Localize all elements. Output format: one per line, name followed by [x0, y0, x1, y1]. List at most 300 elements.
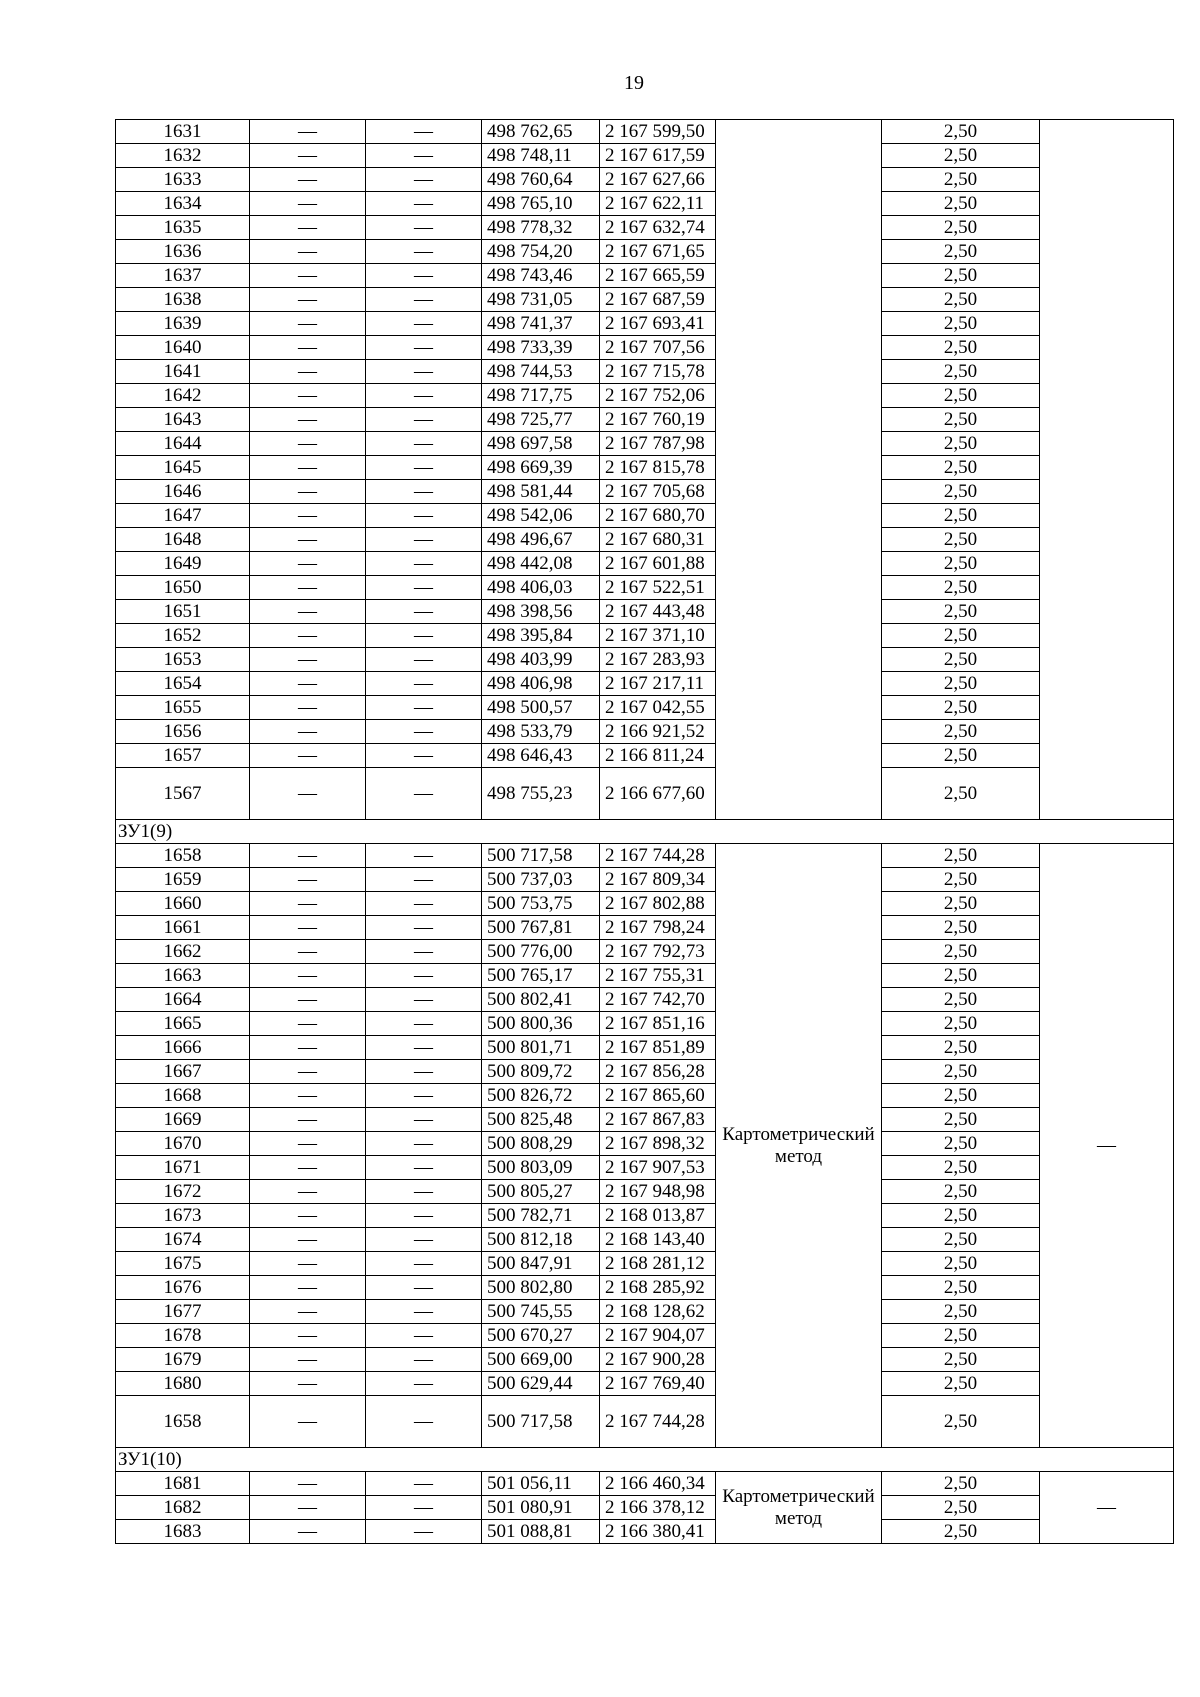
old-y-cell: —	[366, 1060, 482, 1084]
point-number-cell: 1659	[116, 868, 250, 892]
new-x-cell: 500 802,80	[482, 1276, 600, 1300]
point-number-cell: 1632	[116, 144, 250, 168]
new-y-cell: 2 166 378,12	[600, 1496, 716, 1520]
table-row	[116, 168, 1174, 192]
old-x-cell: —	[250, 1180, 366, 1204]
new-x-cell: 500 825,48	[482, 1108, 600, 1132]
new-y-cell: 2 167 755,31	[600, 964, 716, 988]
point-number-cell: 1664	[116, 988, 250, 1012]
point-number-cell: 1633	[116, 168, 250, 192]
point-number-cell: 1665	[116, 1012, 250, 1036]
old-x-cell: —	[250, 988, 366, 1012]
table-row	[116, 1300, 1174, 1324]
point-number-cell: 1663	[116, 964, 250, 988]
new-y-cell: 2 167 283,93	[600, 648, 716, 672]
new-y-cell: 2 167 680,31	[600, 528, 716, 552]
point-number-cell: 1679	[116, 1348, 250, 1372]
point-number-cell: 1680	[116, 1372, 250, 1396]
point-number-cell: 1647	[116, 504, 250, 528]
old-y-cell: —	[366, 576, 482, 600]
table-row	[116, 1228, 1174, 1252]
table-row	[116, 120, 1174, 144]
point-number-cell: 1657	[116, 744, 250, 768]
table-row	[116, 744, 1174, 768]
new-y-cell: 2 166 460,34	[600, 1472, 716, 1496]
point-number-cell: 1661	[116, 916, 250, 940]
precision-cell: 2,50	[882, 456, 1040, 480]
point-number-cell: 1668	[116, 1084, 250, 1108]
old-x-cell: —	[250, 504, 366, 528]
precision-cell: 2,50	[882, 988, 1040, 1012]
new-x-cell: 500 765,17	[482, 964, 600, 988]
old-y-cell: —	[366, 1348, 482, 1372]
new-y-cell: 2 166 380,41	[600, 1520, 716, 1544]
new-y-cell: 2 166 921,52	[600, 720, 716, 744]
new-x-cell: 500 800,36	[482, 1012, 600, 1036]
old-y-cell: —	[366, 312, 482, 336]
old-x-cell: —	[250, 168, 366, 192]
precision-cell: 2,50	[882, 288, 1040, 312]
old-y-cell: —	[366, 744, 482, 768]
old-y-cell: —	[366, 192, 482, 216]
old-y-cell: —	[366, 432, 482, 456]
old-x-cell: —	[250, 648, 366, 672]
old-x-cell: —	[250, 1300, 366, 1324]
precision-cell: 2,50	[882, 1300, 1040, 1324]
point-number-cell: 1656	[116, 720, 250, 744]
new-x-cell: 498 697,58	[482, 432, 600, 456]
old-y-cell: —	[366, 1084, 482, 1108]
new-x-cell: 498 741,37	[482, 312, 600, 336]
old-x-cell: —	[250, 1228, 366, 1252]
table-row	[116, 312, 1174, 336]
new-x-cell: 501 080,91	[482, 1496, 600, 1520]
old-y-cell: —	[366, 672, 482, 696]
new-x-cell: 498 778,32	[482, 216, 600, 240]
old-y-cell: —	[366, 168, 482, 192]
table-row	[116, 576, 1174, 600]
old-x-cell: —	[250, 624, 366, 648]
point-number-cell: 1567	[116, 768, 250, 820]
point-number-cell: 1648	[116, 528, 250, 552]
new-y-cell: 2 167 802,88	[600, 892, 716, 916]
point-number-cell: 1662	[116, 940, 250, 964]
precision-cell: 2,50	[882, 624, 1040, 648]
old-x-cell: —	[250, 1372, 366, 1396]
old-y-cell: —	[366, 360, 482, 384]
precision-cell: 2,50	[882, 480, 1040, 504]
old-x-cell: —	[250, 720, 366, 744]
table-row	[116, 528, 1174, 552]
old-y-cell: —	[366, 552, 482, 576]
table-row	[116, 1060, 1174, 1084]
new-y-cell: 2 167 622,11	[600, 192, 716, 216]
point-number-cell: 1671	[116, 1156, 250, 1180]
old-y-cell: —	[366, 696, 482, 720]
new-y-cell: 2 167 680,70	[600, 504, 716, 528]
precision-cell: 2,50	[882, 1180, 1040, 1204]
table-row	[116, 1520, 1174, 1544]
new-y-cell: 2 167 705,68	[600, 480, 716, 504]
precision-cell: 2,50	[882, 696, 1040, 720]
precision-cell: 2,50	[882, 120, 1040, 144]
new-y-cell: 2 167 798,24	[600, 916, 716, 940]
new-x-cell: 500 801,71	[482, 1036, 600, 1060]
new-y-cell: 2 167 042,55	[600, 696, 716, 720]
table-row	[116, 144, 1174, 168]
new-x-cell: 498 765,10	[482, 192, 600, 216]
table-row	[116, 1324, 1174, 1348]
table-row	[116, 288, 1174, 312]
old-x-cell: —	[250, 916, 366, 940]
new-y-cell: 2 167 792,73	[600, 940, 716, 964]
table-row	[116, 768, 1174, 820]
new-x-cell: 500 805,27	[482, 1180, 600, 1204]
old-y-cell: —	[366, 1496, 482, 1520]
precision-cell: 2,50	[882, 336, 1040, 360]
precision-cell: 2,50	[882, 1276, 1040, 1300]
precision-cell: 2,50	[882, 552, 1040, 576]
new-y-cell: 2 166 677,60	[600, 768, 716, 820]
old-x-cell: —	[250, 1496, 366, 1520]
precision-cell: 2,50	[882, 240, 1040, 264]
old-x-cell: —	[250, 696, 366, 720]
new-x-cell: 498 442,08	[482, 552, 600, 576]
table-row	[116, 1396, 1174, 1448]
new-x-cell: 500 802,41	[482, 988, 600, 1012]
old-x-cell: —	[250, 1060, 366, 1084]
old-y-cell: —	[366, 240, 482, 264]
point-number-cell: 1667	[116, 1060, 250, 1084]
precision-cell: 2,50	[882, 144, 1040, 168]
precision-cell: 2,50	[882, 1228, 1040, 1252]
table-row	[116, 696, 1174, 720]
precision-cell: 2,50	[882, 1060, 1040, 1084]
old-y-cell: —	[366, 916, 482, 940]
old-y-cell: —	[366, 892, 482, 916]
table-row	[116, 1132, 1174, 1156]
point-number-cell: 1651	[116, 600, 250, 624]
old-x-cell: —	[250, 1156, 366, 1180]
table-row	[116, 1156, 1174, 1180]
point-number-cell: 1650	[116, 576, 250, 600]
new-y-cell: 2 166 811,24	[600, 744, 716, 768]
point-number-cell: 1631	[116, 120, 250, 144]
new-x-cell: 500 670,27	[482, 1324, 600, 1348]
point-number-cell: 1673	[116, 1204, 250, 1228]
old-x-cell: —	[250, 1252, 366, 1276]
precision-cell: 2,50	[882, 768, 1040, 820]
new-y-cell: 2 167 815,78	[600, 456, 716, 480]
table-row	[116, 672, 1174, 696]
precision-cell: 2,50	[882, 744, 1040, 768]
point-number-cell: 1654	[116, 672, 250, 696]
old-y-cell: —	[366, 1520, 482, 1544]
old-y-cell: —	[366, 1252, 482, 1276]
new-y-cell: 2 167 769,40	[600, 1372, 716, 1396]
old-x-cell: —	[250, 1324, 366, 1348]
point-number-cell: 1675	[116, 1252, 250, 1276]
old-x-cell: —	[250, 1396, 366, 1448]
table-row	[116, 240, 1174, 264]
old-y-cell: —	[366, 768, 482, 820]
old-y-cell: —	[366, 384, 482, 408]
new-y-cell: 2 167 671,65	[600, 240, 716, 264]
new-y-cell: 2 167 760,19	[600, 408, 716, 432]
old-y-cell: —	[366, 1276, 482, 1300]
old-y-cell: —	[366, 868, 482, 892]
new-x-cell: 500 717,58	[482, 844, 600, 868]
precision-cell: 2,50	[882, 964, 1040, 988]
old-y-cell: —	[366, 1012, 482, 1036]
new-y-cell: 2 167 632,74	[600, 216, 716, 240]
new-x-cell: 498 733,39	[482, 336, 600, 360]
table-row	[116, 264, 1174, 288]
new-y-cell: 2 167 851,16	[600, 1012, 716, 1036]
precision-cell: 2,50	[882, 892, 1040, 916]
point-number-cell: 1660	[116, 892, 250, 916]
point-number-cell: 1666	[116, 1036, 250, 1060]
point-number-cell: 1634	[116, 192, 250, 216]
old-x-cell: —	[250, 1084, 366, 1108]
table-row	[116, 552, 1174, 576]
table-row	[116, 480, 1174, 504]
old-x-cell: —	[250, 384, 366, 408]
table-row	[116, 940, 1174, 964]
old-y-cell: —	[366, 504, 482, 528]
old-x-cell: —	[250, 360, 366, 384]
new-y-cell: 2 167 627,66	[600, 168, 716, 192]
precision-cell: 2,50	[882, 648, 1040, 672]
point-number-cell: 1643	[116, 408, 250, 432]
old-y-cell: —	[366, 844, 482, 868]
new-x-cell: 498 717,75	[482, 384, 600, 408]
precision-cell: 2,50	[882, 1372, 1040, 1396]
new-x-cell: 498 744,53	[482, 360, 600, 384]
precision-cell: 2,50	[882, 1348, 1040, 1372]
table-row	[116, 360, 1174, 384]
new-x-cell: 498 581,44	[482, 480, 600, 504]
old-y-cell: —	[366, 1036, 482, 1060]
new-y-cell: 2 167 867,83	[600, 1108, 716, 1132]
old-x-cell: —	[250, 240, 366, 264]
point-number-cell: 1649	[116, 552, 250, 576]
new-x-cell: 501 088,81	[482, 1520, 600, 1544]
new-y-cell: 2 168 143,40	[600, 1228, 716, 1252]
precision-cell: 2,50	[882, 1396, 1040, 1448]
description-cell: —	[1040, 844, 1174, 1448]
old-x-cell: —	[250, 456, 366, 480]
new-y-cell: 2 167 687,59	[600, 288, 716, 312]
old-x-cell: —	[250, 312, 366, 336]
precision-cell: 2,50	[882, 360, 1040, 384]
new-x-cell: 498 500,57	[482, 696, 600, 720]
precision-cell: 2,50	[882, 408, 1040, 432]
table-row	[116, 1496, 1174, 1520]
new-x-cell: 498 731,05	[482, 288, 600, 312]
description-cell	[1040, 120, 1174, 820]
old-x-cell: —	[250, 480, 366, 504]
old-y-cell: —	[366, 1324, 482, 1348]
precision-cell: 2,50	[882, 312, 1040, 336]
new-y-cell: 2 168 128,62	[600, 1300, 716, 1324]
point-number-cell: 1682	[116, 1496, 250, 1520]
point-number-cell: 1655	[116, 696, 250, 720]
new-x-cell: 498 403,99	[482, 648, 600, 672]
new-y-cell: 2 167 522,51	[600, 576, 716, 600]
method-cell	[716, 120, 882, 820]
new-y-cell: 2 167 904,07	[600, 1324, 716, 1348]
table-row	[116, 1204, 1174, 1228]
new-x-cell: 498 542,06	[482, 504, 600, 528]
new-x-cell: 498 646,43	[482, 744, 600, 768]
old-y-cell: —	[366, 1472, 482, 1496]
new-x-cell: 498 762,65	[482, 120, 600, 144]
old-y-cell: —	[366, 988, 482, 1012]
table-row	[116, 1372, 1174, 1396]
old-x-cell: —	[250, 264, 366, 288]
point-number-cell: 1635	[116, 216, 250, 240]
new-x-cell: 500 826,72	[482, 1084, 600, 1108]
method-cell: Картометрический метод	[716, 1472, 882, 1544]
new-y-cell: 2 167 900,28	[600, 1348, 716, 1372]
old-x-cell: —	[250, 1132, 366, 1156]
table-row	[116, 432, 1174, 456]
new-x-cell: 500 737,03	[482, 868, 600, 892]
new-x-cell: 500 812,18	[482, 1228, 600, 1252]
new-y-cell: 2 167 744,28	[600, 1396, 716, 1448]
table-row	[116, 1472, 1174, 1496]
new-y-cell: 2 167 665,59	[600, 264, 716, 288]
new-y-cell: 2 167 865,60	[600, 1084, 716, 1108]
old-x-cell: —	[250, 1276, 366, 1300]
old-x-cell: —	[250, 432, 366, 456]
old-x-cell: —	[250, 288, 366, 312]
old-x-cell: —	[250, 892, 366, 916]
precision-cell: 2,50	[882, 168, 1040, 192]
new-y-cell: 2 167 752,06	[600, 384, 716, 408]
old-x-cell: —	[250, 600, 366, 624]
new-y-cell: 2 167 599,50	[600, 120, 716, 144]
table-row	[116, 720, 1174, 744]
new-x-cell: 498 748,11	[482, 144, 600, 168]
precision-cell: 2,50	[882, 720, 1040, 744]
new-y-cell: 2 167 898,32	[600, 1132, 716, 1156]
old-x-cell: —	[250, 1036, 366, 1060]
new-y-cell: 2 167 443,48	[600, 600, 716, 624]
old-y-cell: —	[366, 648, 482, 672]
precision-cell: 2,50	[882, 384, 1040, 408]
new-y-cell: 2 167 617,59	[600, 144, 716, 168]
new-y-cell: 2 167 715,78	[600, 360, 716, 384]
new-x-cell: 498 406,98	[482, 672, 600, 696]
coordinates-table-body	[116, 120, 1174, 1544]
table-row	[116, 1108, 1174, 1132]
old-y-cell: —	[366, 1156, 482, 1180]
table-row	[116, 600, 1174, 624]
precision-cell: 2,50	[882, 1496, 1040, 1520]
old-x-cell: —	[250, 144, 366, 168]
table-row	[116, 504, 1174, 528]
old-y-cell: —	[366, 1108, 482, 1132]
old-y-cell: —	[366, 1396, 482, 1448]
table-row	[116, 1276, 1174, 1300]
precision-cell: 2,50	[882, 672, 1040, 696]
point-number-cell: 1653	[116, 648, 250, 672]
point-number-cell: 1676	[116, 1276, 250, 1300]
table-row	[116, 216, 1174, 240]
precision-cell: 2,50	[882, 432, 1040, 456]
section-label: ЗУ1(10)	[116, 1448, 1174, 1472]
precision-cell: 2,50	[882, 1324, 1040, 1348]
table-row	[116, 648, 1174, 672]
point-number-cell: 1638	[116, 288, 250, 312]
new-x-cell: 500 782,71	[482, 1204, 600, 1228]
new-y-cell: 2 167 744,28	[600, 844, 716, 868]
section-label: ЗУ1(9)	[116, 820, 1174, 844]
new-x-cell: 498 669,39	[482, 456, 600, 480]
old-x-cell: —	[250, 552, 366, 576]
old-y-cell: —	[366, 1228, 482, 1252]
precision-cell: 2,50	[882, 576, 1040, 600]
new-y-cell: 2 167 851,89	[600, 1036, 716, 1060]
old-y-cell: —	[366, 1300, 482, 1324]
point-number-cell: 1636	[116, 240, 250, 264]
new-y-cell: 2 168 281,12	[600, 1252, 716, 1276]
new-x-cell: 498 743,46	[482, 264, 600, 288]
old-x-cell: —	[250, 528, 366, 552]
table-row	[116, 1252, 1174, 1276]
section-header-row	[116, 1448, 1174, 1472]
new-x-cell: 500 808,29	[482, 1132, 600, 1156]
table-row	[116, 1084, 1174, 1108]
point-number-cell: 1641	[116, 360, 250, 384]
precision-cell: 2,50	[882, 940, 1040, 964]
new-x-cell: 500 669,00	[482, 1348, 600, 1372]
old-x-cell: —	[250, 1472, 366, 1496]
table-row	[116, 988, 1174, 1012]
point-number-cell: 1670	[116, 1132, 250, 1156]
old-y-cell: —	[366, 720, 482, 744]
precision-cell: 2,50	[882, 1252, 1040, 1276]
point-number-cell: 1658	[116, 844, 250, 868]
coordinates-table	[115, 119, 1174, 1544]
new-x-cell: 498 496,67	[482, 528, 600, 552]
point-number-cell: 1644	[116, 432, 250, 456]
old-y-cell: —	[366, 964, 482, 988]
new-y-cell: 2 167 707,56	[600, 336, 716, 360]
point-number-cell: 1669	[116, 1108, 250, 1132]
point-number-cell: 1652	[116, 624, 250, 648]
page-number: 19	[624, 72, 644, 94]
old-y-cell: —	[366, 1204, 482, 1228]
old-x-cell: —	[250, 1520, 366, 1544]
new-y-cell: 2 167 217,11	[600, 672, 716, 696]
precision-cell: 2,50	[882, 844, 1040, 868]
precision-cell: 2,50	[882, 1204, 1040, 1228]
precision-cell: 2,50	[882, 600, 1040, 624]
new-x-cell: 500 717,58	[482, 1396, 600, 1448]
new-x-cell: 498 755,23	[482, 768, 600, 820]
old-y-cell: —	[366, 1180, 482, 1204]
old-y-cell: —	[366, 144, 482, 168]
new-y-cell: 2 167 787,98	[600, 432, 716, 456]
precision-cell: 2,50	[882, 504, 1040, 528]
table-row	[116, 1012, 1174, 1036]
old-y-cell: —	[366, 624, 482, 648]
new-y-cell: 2 167 693,41	[600, 312, 716, 336]
old-y-cell: —	[366, 940, 482, 964]
